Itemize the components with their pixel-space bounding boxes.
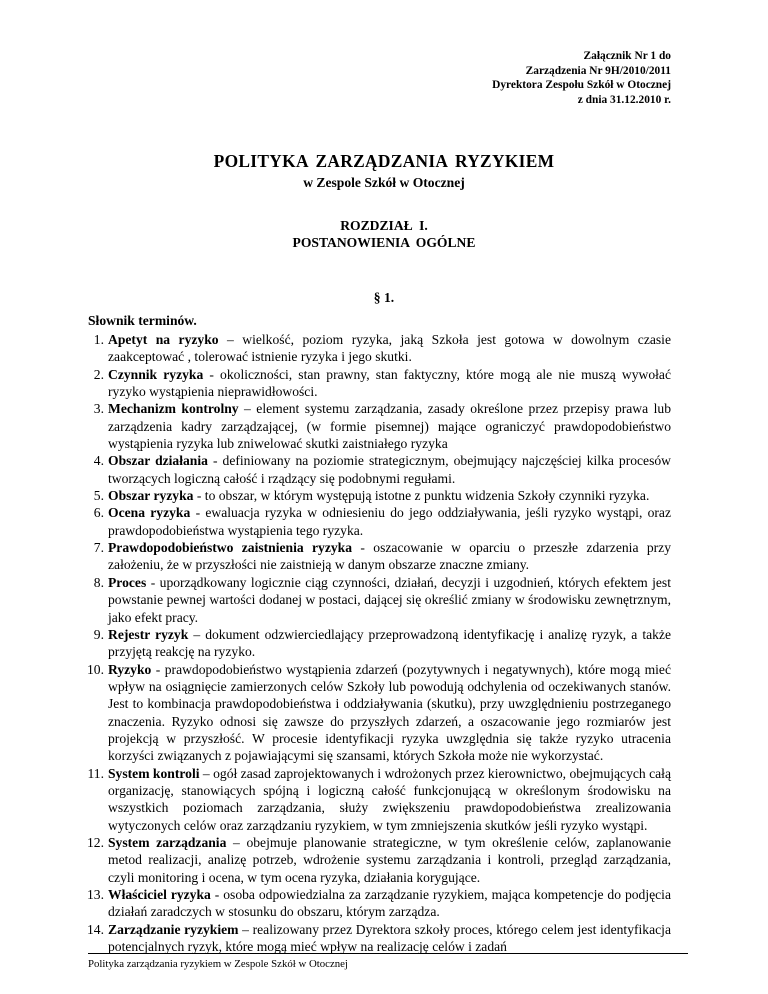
list-item-number: 4. (93, 453, 104, 469)
list-item-number: 8. (93, 574, 104, 590)
term-name: Obszar działania (108, 453, 208, 469)
chapter-number: ROZDZIAŁ I. (340, 218, 428, 233)
term-name: Rejestr ryzyk (108, 626, 189, 642)
list-item-number: 1. (93, 332, 104, 347)
term-name: Ocena ryzyka (108, 505, 191, 521)
terms-list (0, 331, 768, 955)
term-name: Właściciel ryzyka (108, 887, 211, 902)
term-definition: – obejmuje planowanie strategiczne, w tym określenie celów, zaplanowanie metod realizacji, analizę potrzeb, wdrożenie systemu zarządzania i kontroli, przegląd zarządzania, czyli monitoring i ocena, w tym ocena ryzyka, działania korygujące. (108, 834, 671, 885)
term-definition: – realizowany przez Dyrektora szkoły proces, którego celem jest identyfikacja potencjalnych ryzyk, które mogą mieć wpływ na realizację celów i zadań (108, 921, 671, 955)
list-item (0, 574, 671, 626)
term-name: System zarządzania (108, 834, 227, 850)
list-item (0, 331, 671, 366)
list-item (0, 765, 671, 834)
attachment-note (371, 49, 671, 107)
list-item-number: 13. (87, 887, 104, 902)
list-item-number: 7. (93, 540, 104, 556)
term-name: Zarządzanie ryzykiem (108, 921, 239, 937)
term-name: Proces (108, 574, 147, 590)
term-name: Mechanizm kontrolny (108, 401, 239, 417)
term-definition: - to obszar, w którym występują istotne z punktu widzenia Szkoły czynniki ryzyka. (193, 488, 650, 504)
list-item (0, 921, 671, 956)
term-name: System kontroli (108, 765, 200, 781)
attachment-line: z dnia 31.12.2010 r. (577, 93, 671, 106)
list-item (0, 452, 671, 487)
term-definition: - ewaluacja ryzyka w odniesieniu do jego oddziaływania, jeśli ryzyko wystąpi, oraz prawdopodobieństwa wystąpienia tego ryzyka. (108, 505, 671, 538)
dictionary-heading: Słownik terminów. (88, 313, 197, 328)
document-subtitle: w Zespole Szkół w Otocznej (303, 175, 465, 190)
list-item-number: 9. (93, 626, 104, 642)
term-definition: – wielkość, poziom ryzyka, jaką Szkoła jest gotowa w dowolnym czasie zaakceptować , tolerować istnienie ryzyka i jego skutki. (108, 332, 671, 365)
term-definition: - oszacowanie w oparciu o przeszłe zdarzenia przy założeniu, że w przyszłości nie zaistnieją w danym obszarze znaczne zmiany. (108, 540, 671, 573)
term-definition: - definiowany na poziomie strategicznym, obejmujący najczęściej kilka procesów tworzących logiczną całość i rządzący się podobnymi regułami. (108, 453, 671, 486)
attachment-line: Dyrektora Zespołu Szkół w Otocznej (492, 79, 671, 91)
paragraph-mark: § 1. (373, 290, 395, 305)
list-item (0, 487, 671, 504)
list-item (0, 886, 671, 921)
chapter-heading (0, 217, 768, 251)
term-definition: - prawdopodobieństwo wystąpienia zdarzeń (pozytywnych i negatywnych), które mogą mieć wpływ na osiągnięcie zamierzonych celów Szkoły lub powodują odchylenia od oczekiwanych stanów. Jest to kombinacja prawdopodobieństwa i oddziaływania (skutku), przy uwzględnieniu postrzeganego znaczenia. Ryzyko odnosi się zawsze do przyszłych zdarzeń, a oszacowanie jego rozmiarów jest projekcją w przyszłość. W procesie identyfikacji ryzyka uwzględnia się także ryzyko utracenia korzyści związanych z pojawiającymi się szansami, których Szkoła może nie wykorzystać. (108, 661, 671, 764)
list-item-number: 10. (87, 661, 104, 677)
term-definition: - osoba odpowiedzialna za zarządzanie ryzykiem, mająca kompetencje do podjęcia działań zaradczych w stosunku do obszaru, którym zarządza. (108, 887, 671, 920)
term-definition: – dokument odzwierciedlający przeprowadzoną identyfikację i analizę ryzyk, a także przyjętą reakcję na ryzyko. (108, 626, 671, 660)
list-item (0, 626, 671, 661)
list-item-number: 3. (93, 401, 104, 417)
footer-divider (88, 953, 688, 954)
list-item-number: 2. (93, 366, 104, 382)
list-item-number: 11. (87, 765, 104, 781)
list-item (0, 366, 671, 401)
list-item (0, 834, 671, 886)
list-item (0, 400, 671, 452)
term-name: Czynnik ryzyka (108, 366, 204, 382)
term-definition: - okoliczności, stan prawny, stan faktyczny, które mogą ale nie muszą wywołać ryzyko wystąpienia nieprawidłowości. (108, 366, 671, 400)
attachment-line: Zarządzenia Nr 9H/2010/2011 (525, 64, 671, 77)
list-item (0, 661, 671, 765)
chapter-name: POSTANOWIENIA OGÓLNE (292, 235, 476, 250)
term-name: Obszar ryzyka (108, 488, 194, 504)
term-name: Ryzyko (108, 661, 152, 677)
list-item-number: 12. (87, 834, 104, 850)
term-definition: - uporządkowany logicznie ciąg czynności, działań, decyzji i uzgodnień, których efektem jest powstanie pewnej wartości dodanej w postaci, dającej się określić zmiany w środowisku zewnętrznym, jako efekt pracy. (108, 574, 671, 625)
term-name: Prawdopodobieństwo zaistnienia ryzyka (108, 540, 353, 556)
term-definition: – ogół zasad zaprojektowanych i wdrożonych przez kierownictwo, obejmujących całą organizację, stanowiących spójną i logiczną całość funkcjonującą w określonym środowisku na wszystkich poziomach zarządzania, służy zwiększeniu prawdopodobieństwa zrealizowania wytyczonych celów oraz zarządzaniu ryzykiem, w tym zmniejszenia skutków jeśli ryzyko wystąpi. (108, 765, 671, 833)
list-item-number: 6. (93, 505, 104, 521)
term-name: Apetyt na ryzyko (108, 332, 219, 347)
list-item (0, 504, 671, 539)
term-definition: – element systemu zarządzania, zasady określone przez przepisy prawa lub zarządzenia kadry zarządzającej, (w formie pisemnej) mające ograniczyć prawdopodobieństwo wystąpienia ryzyka lub zniwelować skutki zaistniałego ryzyka (108, 401, 671, 452)
document-title: POLITYKA ZARZĄDZANIA RYZYKIEM (213, 151, 555, 171)
page-footer: Polityka zarządzania ryzykiem w Zespole Szkół w Otocznej (88, 958, 348, 970)
list-item-number: 5. (93, 488, 104, 504)
attachment-line: Załącznik Nr 1 do (583, 50, 671, 62)
list-item (0, 539, 671, 574)
list-item-number: 14. (87, 921, 104, 937)
